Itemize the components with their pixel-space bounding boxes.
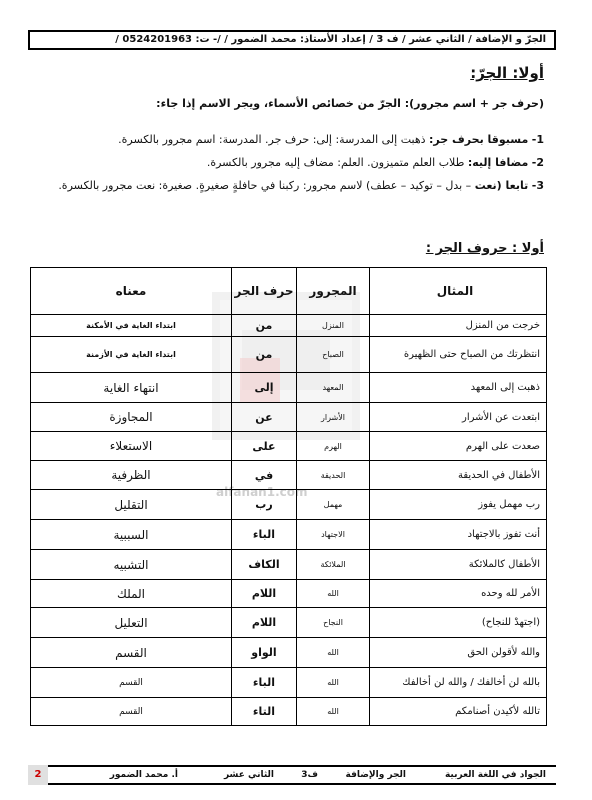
table-row: أنت تفوز بالاجتهاد الاجتهاد الباء السببية — [31, 520, 547, 550]
table-row: بالله لن أخالفك / والله لن أخالفك الله الباء القسم — [31, 668, 547, 698]
table-row: الأطفال كالملائكة الملائكة الكاف التشبيه — [31, 550, 547, 580]
list-item: 2- مضافا إليه: طلاب العلم متميزون. العلم: مضاف إليه مجرور بالكسرة. — [206, 156, 544, 169]
footer-author: أ. محمد الضمور — [109, 770, 178, 780]
table-row: الأمر لله وحده الله اللام الملك — [31, 580, 547, 608]
table-row: ابتعدت عن الأشرار الأشرار عن المجاوزة — [31, 403, 547, 432]
header-harf: حرف الجر — [232, 268, 297, 315]
page-footer — [28, 765, 556, 785]
footer-term: ف3 — [301, 770, 318, 780]
table-row: والله لأقولن الحق الله الواو القسم — [31, 638, 547, 668]
footer-grade: الثاني عشر — [223, 770, 274, 780]
table-row: رب مهمل يفوز مهمل رب التقليل — [31, 490, 547, 520]
rule-statement: (حرف جر + اسم مجرور): الجرّ من خصائص الأسماء، ويجر الاسم إذا جاء: — [156, 97, 544, 110]
prepositions-table — [30, 267, 547, 726]
list-item: 1- مسبوقا بحرف جر: ذهبت إلى المدرسة: إلى: حرف جر. المدرسة: اسم مجرور بالكسرة. — [118, 133, 544, 146]
table-row: تالله لأكيدن أصنامكم الله التاء القسم — [31, 698, 547, 726]
table-row: (اجتهدْ للنجاح) النجاح اللام التعليل — [31, 608, 547, 638]
page-header — [28, 30, 556, 50]
table-row: الأطفال في الحديقة الحديقة في الظرفية — [31, 461, 547, 490]
watermark-text: alfanan1.com — [216, 485, 308, 499]
table-row: انتظرتك من الصباح حتى الظهيرة الصباح من ابتداء الغاية في الأزمنة — [31, 337, 547, 373]
table-row: خرجت من المنزل المنزل من ابتداء الغاية في الأمكنة — [31, 315, 547, 337]
header-example: المثال — [370, 268, 547, 315]
list-item: 3- تابعا (نعت – بدل – توكيد – عطف) لاسم مجرور: ركبنا في حافلةٍ صغيرةٍ. صغيرة: نعت مجرور بالكسرة. — [58, 179, 544, 192]
header-text: الجرّ و الإضافة / الثاني عشر / ف 3 / إعداد الأستاذ: محمد الضمور / /- ت: 0524201963 / — [115, 34, 546, 45]
header-meaning: معناه — [31, 268, 232, 315]
page-number: 2 — [28, 765, 48, 785]
header-majrur: المجرور — [297, 268, 370, 315]
footer-subject: الجواد في اللغة العربية — [444, 770, 546, 780]
footer-lesson: الجر والإضافة — [345, 770, 406, 780]
section1-title: أولا: الجرّ: — [470, 64, 544, 82]
section2-title: أولا : حروف الجر : — [425, 241, 544, 256]
table-row: صعدت على الهرم الهرم على الاستعلاء — [31, 432, 547, 461]
table-row: ذهبت إلى المعهد المعهد إلى انتهاء الغاية — [31, 373, 547, 403]
